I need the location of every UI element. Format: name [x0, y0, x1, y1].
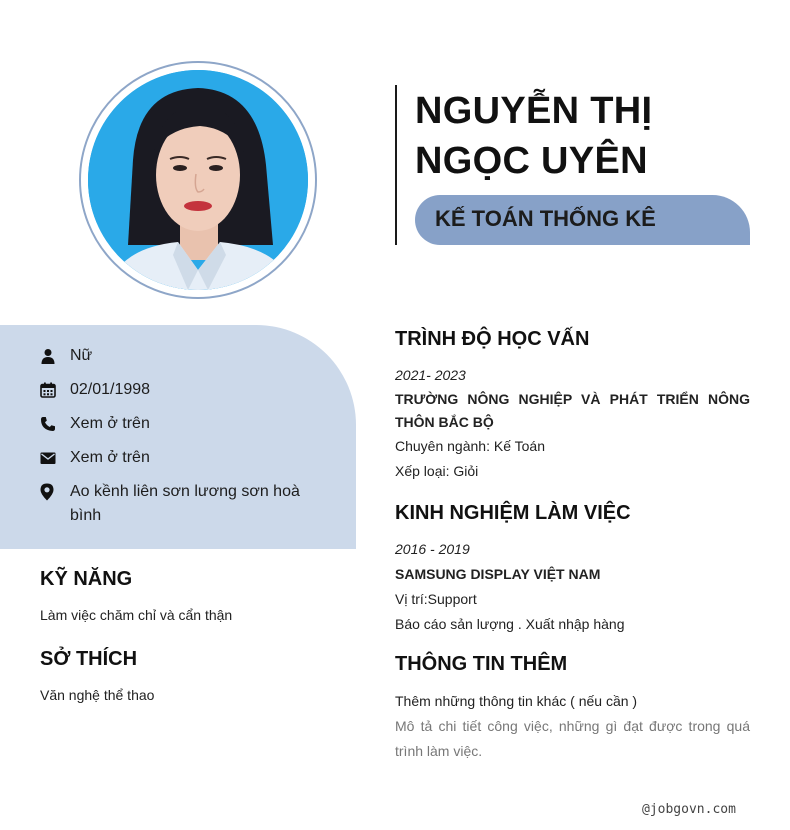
school-name: TRƯỜNG NÔNG NGHIỆP VÀ PHÁT TRIỂN NÔNG THÔN BẮC BỘ: [395, 391, 750, 430]
contact-birthday: [40, 378, 310, 402]
avatar: [88, 70, 308, 290]
additional-entry: [395, 689, 750, 764]
education-heading: TRÌNH ĐỘ HỌC VẤN: [395, 328, 590, 350]
hobbies-text: Văn nghệ thể thao: [40, 687, 155, 703]
additional-line-1: Thêm những thông tin khác ( nếu cần ): [395, 693, 638, 709]
footer-watermark: @jobgovn.com: [642, 802, 736, 817]
skills-text: Làm việc chăm chỉ và cẩn thận: [40, 607, 233, 623]
mail-icon: [40, 446, 70, 470]
full-name: [415, 86, 745, 186]
location-pin-icon: [40, 480, 70, 504]
additional-heading: THÔNG TIN THÊM: [395, 653, 568, 675]
experience-entry: [395, 537, 750, 637]
job-title: KẾ TOÁN THỐNG KÊ: [435, 206, 656, 231]
hobbies-heading: SỞ THÍCH: [40, 648, 138, 670]
calendar-icon: [40, 378, 70, 402]
education-major: Chuyên ngành: Kế Toán: [395, 438, 545, 454]
company-name: SAMSUNG DISPLAY VIỆT NAM: [395, 566, 601, 582]
contact-address: [40, 480, 310, 528]
gender-text: Nữ: [70, 347, 93, 364]
education-grade: Xếp loại: Giỏi: [395, 463, 479, 479]
additional-line-2: Mô tả chi tiết công việc, những gì đạt được trong quá trình làm việc.: [395, 718, 750, 759]
birthday-text: 02/01/1998: [70, 381, 151, 398]
education-entry: [395, 363, 750, 484]
email-text: Xem ở trên: [70, 449, 150, 466]
education-period: 2021- 2023: [395, 367, 466, 383]
experience-heading: KINH NGHIỆM LÀM VIỆC: [395, 502, 631, 524]
person-icon: [40, 344, 70, 368]
name-line-1: NGUYỄN THỊ: [415, 90, 653, 132]
contact-gender: [40, 344, 310, 368]
name-divider: [395, 85, 397, 245]
skills-heading: KỸ NĂNG: [40, 568, 133, 590]
experience-duties: Báo cáo sản lượng . Xuất nhập hàng: [395, 616, 625, 632]
contact-email: [40, 446, 310, 470]
contact-phone: [40, 412, 310, 436]
name-line-2: NGỌC UYÊN: [415, 140, 648, 182]
phone-text: Xem ở trên: [70, 415, 150, 432]
phone-icon: [40, 412, 70, 436]
experience-position: Vị trí:Support: [395, 591, 477, 607]
experience-period: 2016 - 2019: [395, 541, 470, 557]
address-text: Ao kềnh liên sơn lương sơn hoà bình: [70, 483, 300, 524]
